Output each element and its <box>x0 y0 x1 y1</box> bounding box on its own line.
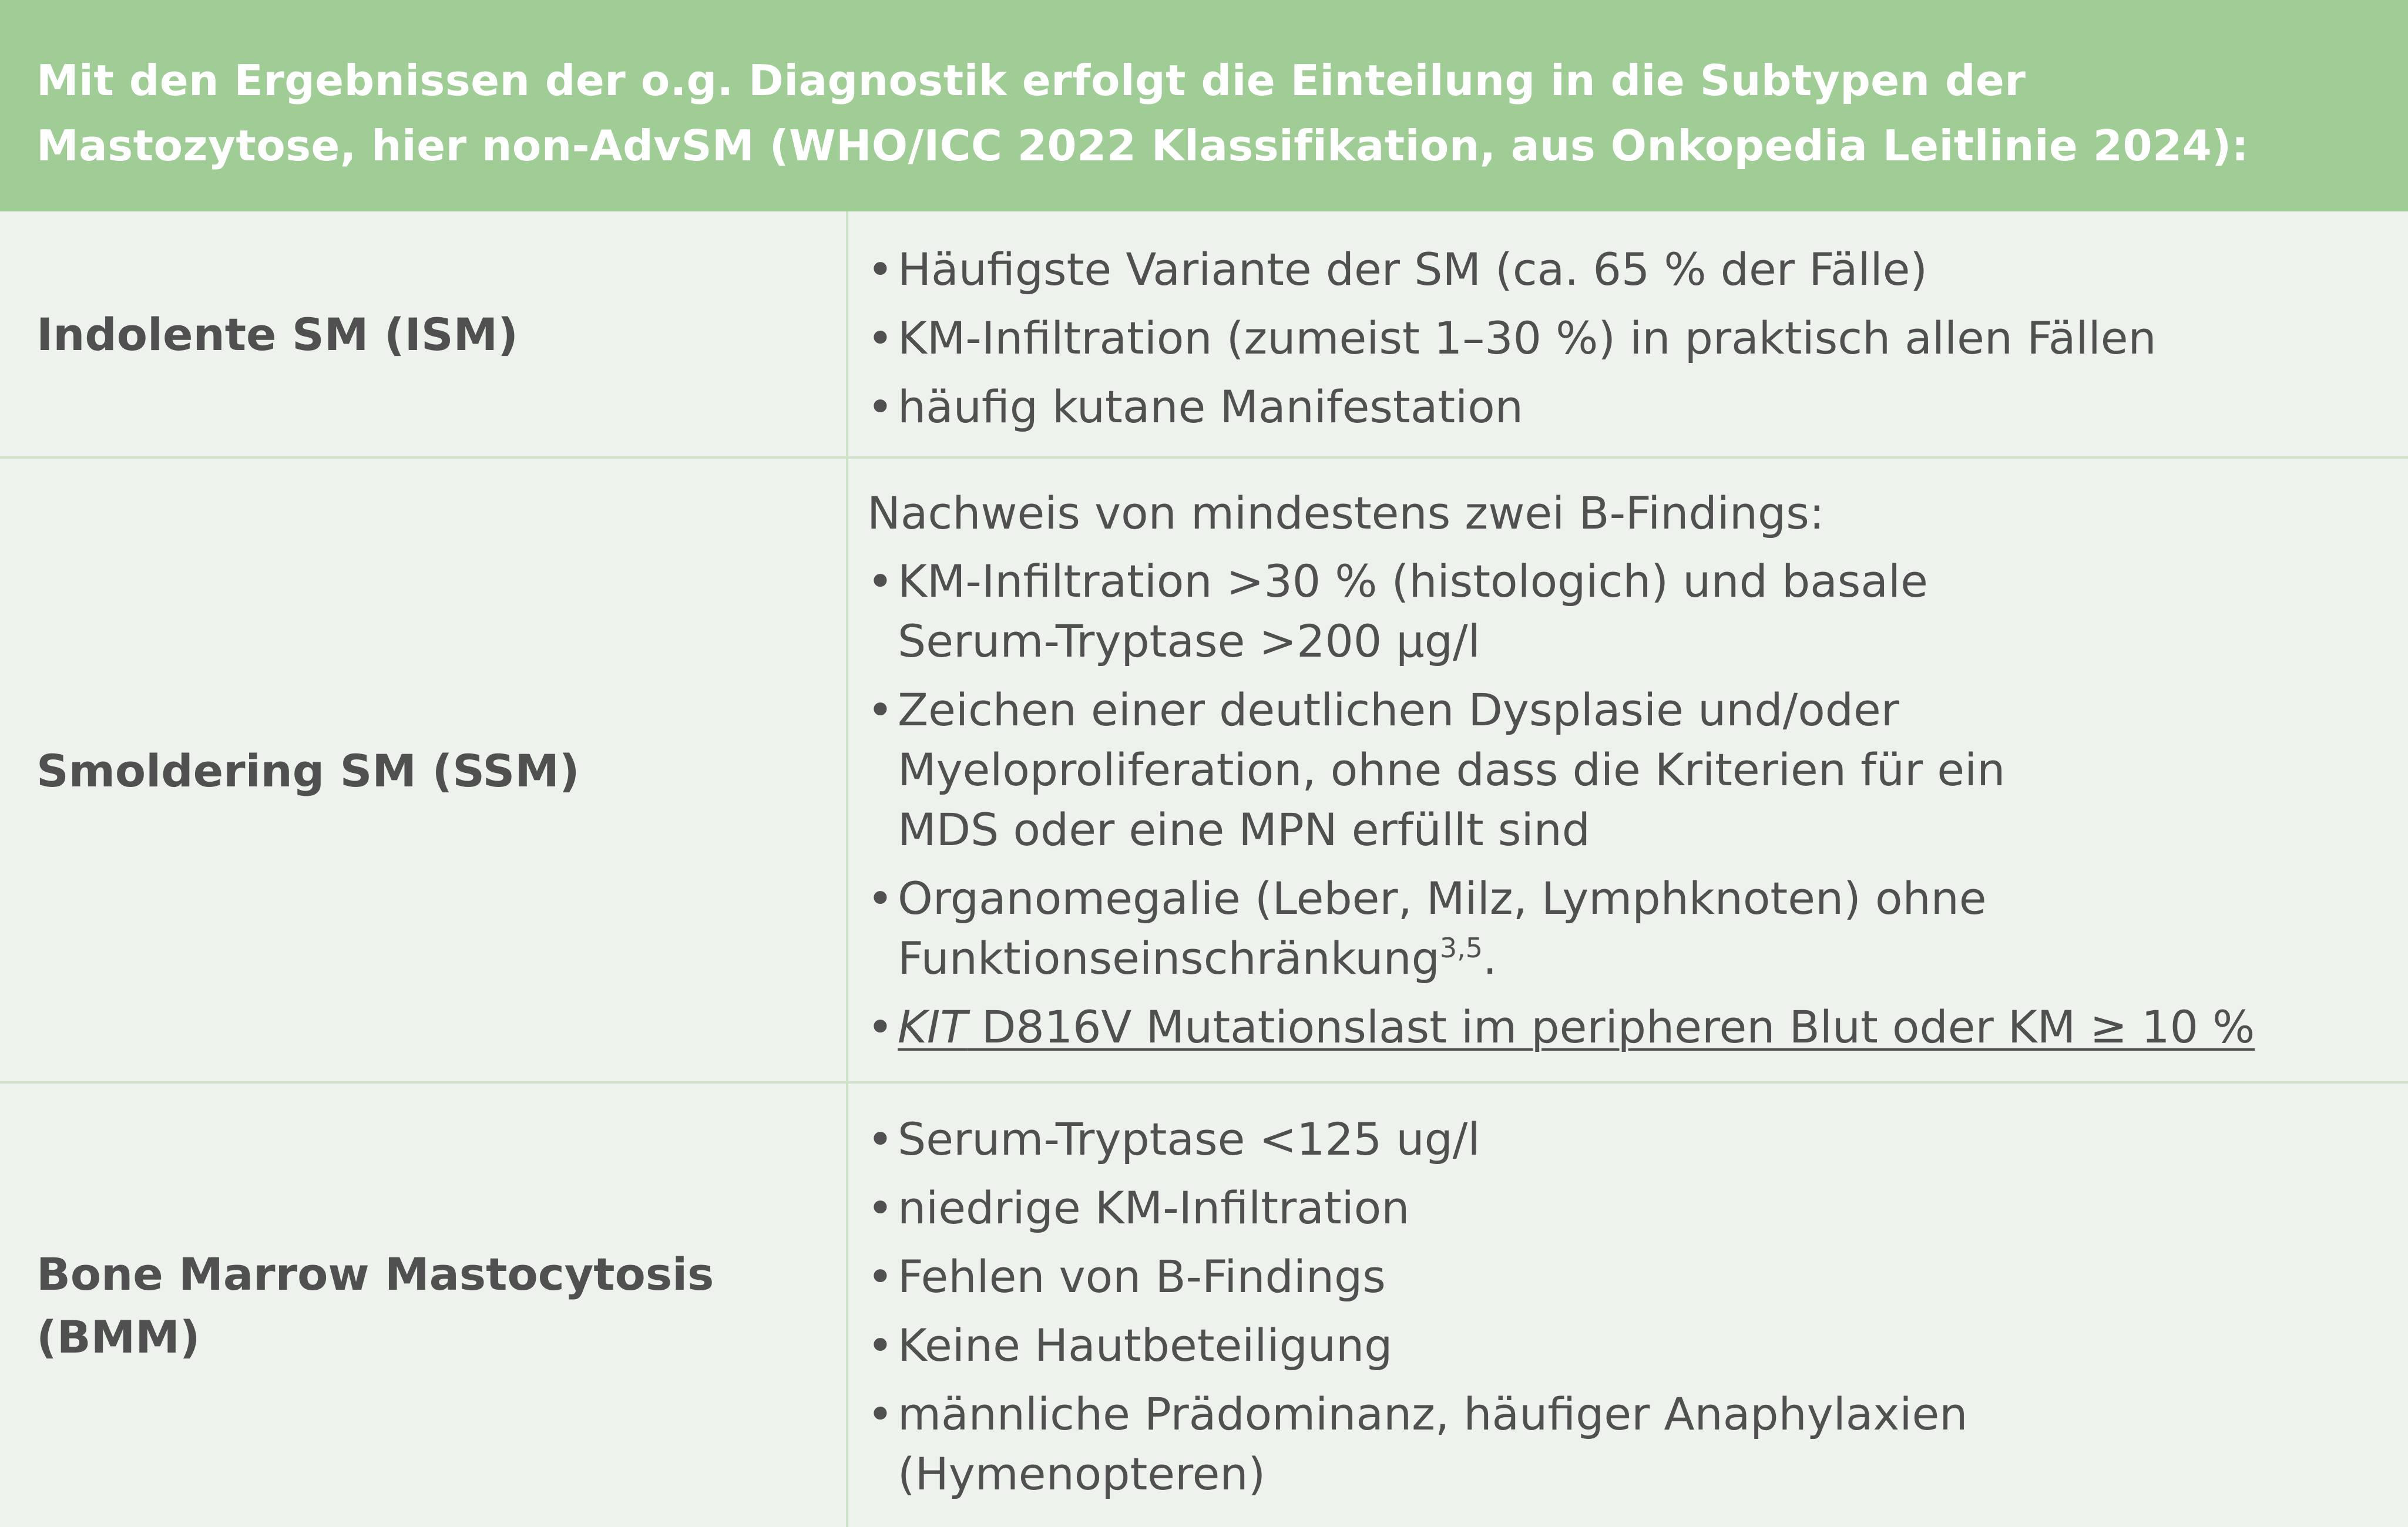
bullet-icon: • <box>867 872 894 924</box>
criteria-list-ism <box>867 240 2371 437</box>
bullet-icon: • <box>867 243 894 295</box>
header-text: Mit den Ergebnissen der o.g. Diagnostik erfolgt die Einteilung in die Subtypen der Mastozytose, hier non-AdvSM (WHO/ICC 2022 Klassifikation, aus Onkopedia Leitlinie 2024): <box>36 56 2249 170</box>
table-row-bmm <box>0 1084 2408 1527</box>
criteria-list-ssm <box>867 551 2371 1057</box>
bullet-icon: • <box>867 684 894 736</box>
list-item: • niedrige KM-Infiltration <box>867 1178 2371 1238</box>
table-row-ssm <box>0 459 2408 1082</box>
list-item: • Keine Hautbeteiligung <box>867 1316 2371 1375</box>
list-item: • Serum-Tryptase <125 ug/l <box>867 1109 2371 1169</box>
column-divider <box>846 211 848 1527</box>
list-item: • männliche Prädominanz, häufiger Anaphylaxien (Hymenopteren) <box>867 1384 2371 1504</box>
list-item: • häufig kutane Manifestation <box>867 377 2371 437</box>
subtype-cell-bmm <box>36 1084 812 1527</box>
list-item: • Zeichen einer deutlichen Dysplasie und/oder Myeloproliferation, ohne dass die Kriterien für ein MDS oder eine MPN erfüllt sind <box>867 680 2371 860</box>
bullet-icon: • <box>867 381 894 433</box>
bullet-icon: • <box>867 1113 894 1165</box>
bullet-icon: • <box>867 1001 894 1053</box>
subtype-cell-ism <box>36 211 812 457</box>
criteria-cell-ssm <box>867 483 2371 1066</box>
list-item: • KM-Infiltration (zumeist 1–30 %) in praktisch allen Fällen <box>867 308 2371 368</box>
list-item: • Fehlen von B-Findings <box>867 1247 2371 1307</box>
criteria-list-bmm <box>867 1109 2371 1504</box>
footnote-reference: 3,5 <box>1439 932 1483 964</box>
list-item: • KIT D816V Mutationslast im peripheren Blut oder KM ≥ 10 % <box>867 997 2371 1057</box>
bullet-icon: • <box>867 1319 894 1371</box>
list-item: • KM-Infiltration >30 % (histologich) und basale Serum-Tryptase >200 µg/l <box>867 551 2371 671</box>
criteria-cell-ism <box>867 240 2371 446</box>
list-item: • Häufigste Variante der SM (ca. 65 % der Fälle) <box>867 240 2371 300</box>
bullet-icon: • <box>867 555 894 607</box>
bullet-icon: • <box>867 312 894 364</box>
subtype-title-bmm: Bone Marrow Mastocytosis (BMM) <box>36 1247 714 1363</box>
criteria-intro-ssm: Nachweis von mindestens zwei B-Findings: <box>867 487 1825 539</box>
subtype-title-ism: Indolente SM (ISM) <box>36 308 518 361</box>
table-row-ism <box>0 211 2408 457</box>
bullet-icon: • <box>867 1388 894 1440</box>
bullet-icon: • <box>867 1182 894 1234</box>
table-header <box>0 0 2408 211</box>
list-item: • Organomegalie (Leber, Milz, Lymphknoten) ohne Funktionseinschränkung$^{3,5}$. <box>867 869 2371 988</box>
criteria-cell-bmm <box>867 1109 2371 1513</box>
subtype-title-ssm: Smoldering SM (SSM) <box>36 744 580 797</box>
bullet-icon: • <box>867 1250 894 1303</box>
gene-name-italic: KIT <box>898 1001 968 1053</box>
subtype-cell-ssm <box>36 459 812 1082</box>
